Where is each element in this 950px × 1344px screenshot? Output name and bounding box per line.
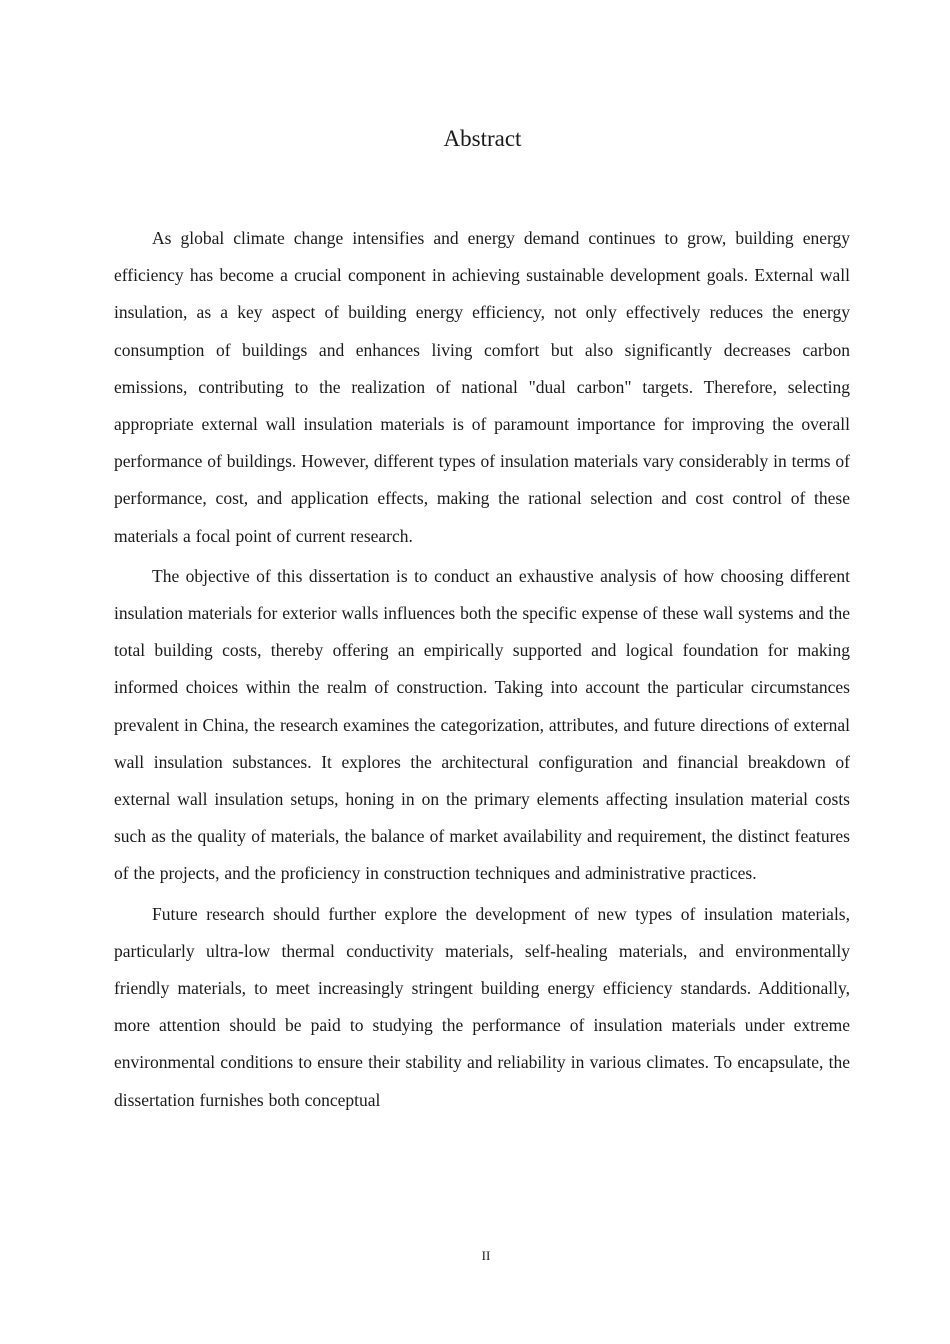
paragraph-2: The objective of this dissertation is to conduct an exhaustive analysis of how choosing different insulation materials for exterior walls influences both the specific expense of these wall systems and the total building costs, thereby offering an empirically supported and logical foundation for making informed choices within the realm of construction. Taking into account the particular circumstances prevalent in China, the research examines the categorization, attributes, and future directions of external wall insulation substances. It explores the architectural configuration and financial breakdown of external wall insulation setups, honing in on the primary elements affecting insulation material costs such as the quality of materials, the balance of market availability and requirement, the distinct features of the projects, and the proficiency in construction techniques and administrative practices. [114, 565, 850, 884]
abstract-body [114, 220, 850, 1122]
paragraph-1: As global climate change intensifies and energy demand continues to grow, building energy efficiency has become a crucial component in achieving sustainable development goals. External wall insulation, as a key aspect of building energy efficiency, not only effectively reduces the energy consumption of buildings and enhances living comfort but also significantly decreases carbon emissions, contributing to the realization of national "dual carbon" targets. Therefore, selecting appropriate external wall insulation materials is of paramount importance for improving the overall performance of buildings. However, different types of insulation materials vary considerably in terms of performance, cost, and application effects, making the rational selection and cost control of these materials a focal point of current research. [114, 228, 850, 546]
page-number: II [481, 1248, 491, 1263]
page-title: Abstract [443, 126, 522, 151]
paragraph-3: Future research should further explore the development of new types of insulation materials, particularly ultra-low thermal conductivity materials, self-healing materials, and environmentally friendly materials, to meet increasingly stringent building energy efficiency standards. Additionally, more attention should be paid to studying the performance of insulation materials under extreme environmental conditions to ensure their stability and reliability in various climates. To encapsulate, the dissertation furnishes both conceptual [114, 903, 850, 1110]
